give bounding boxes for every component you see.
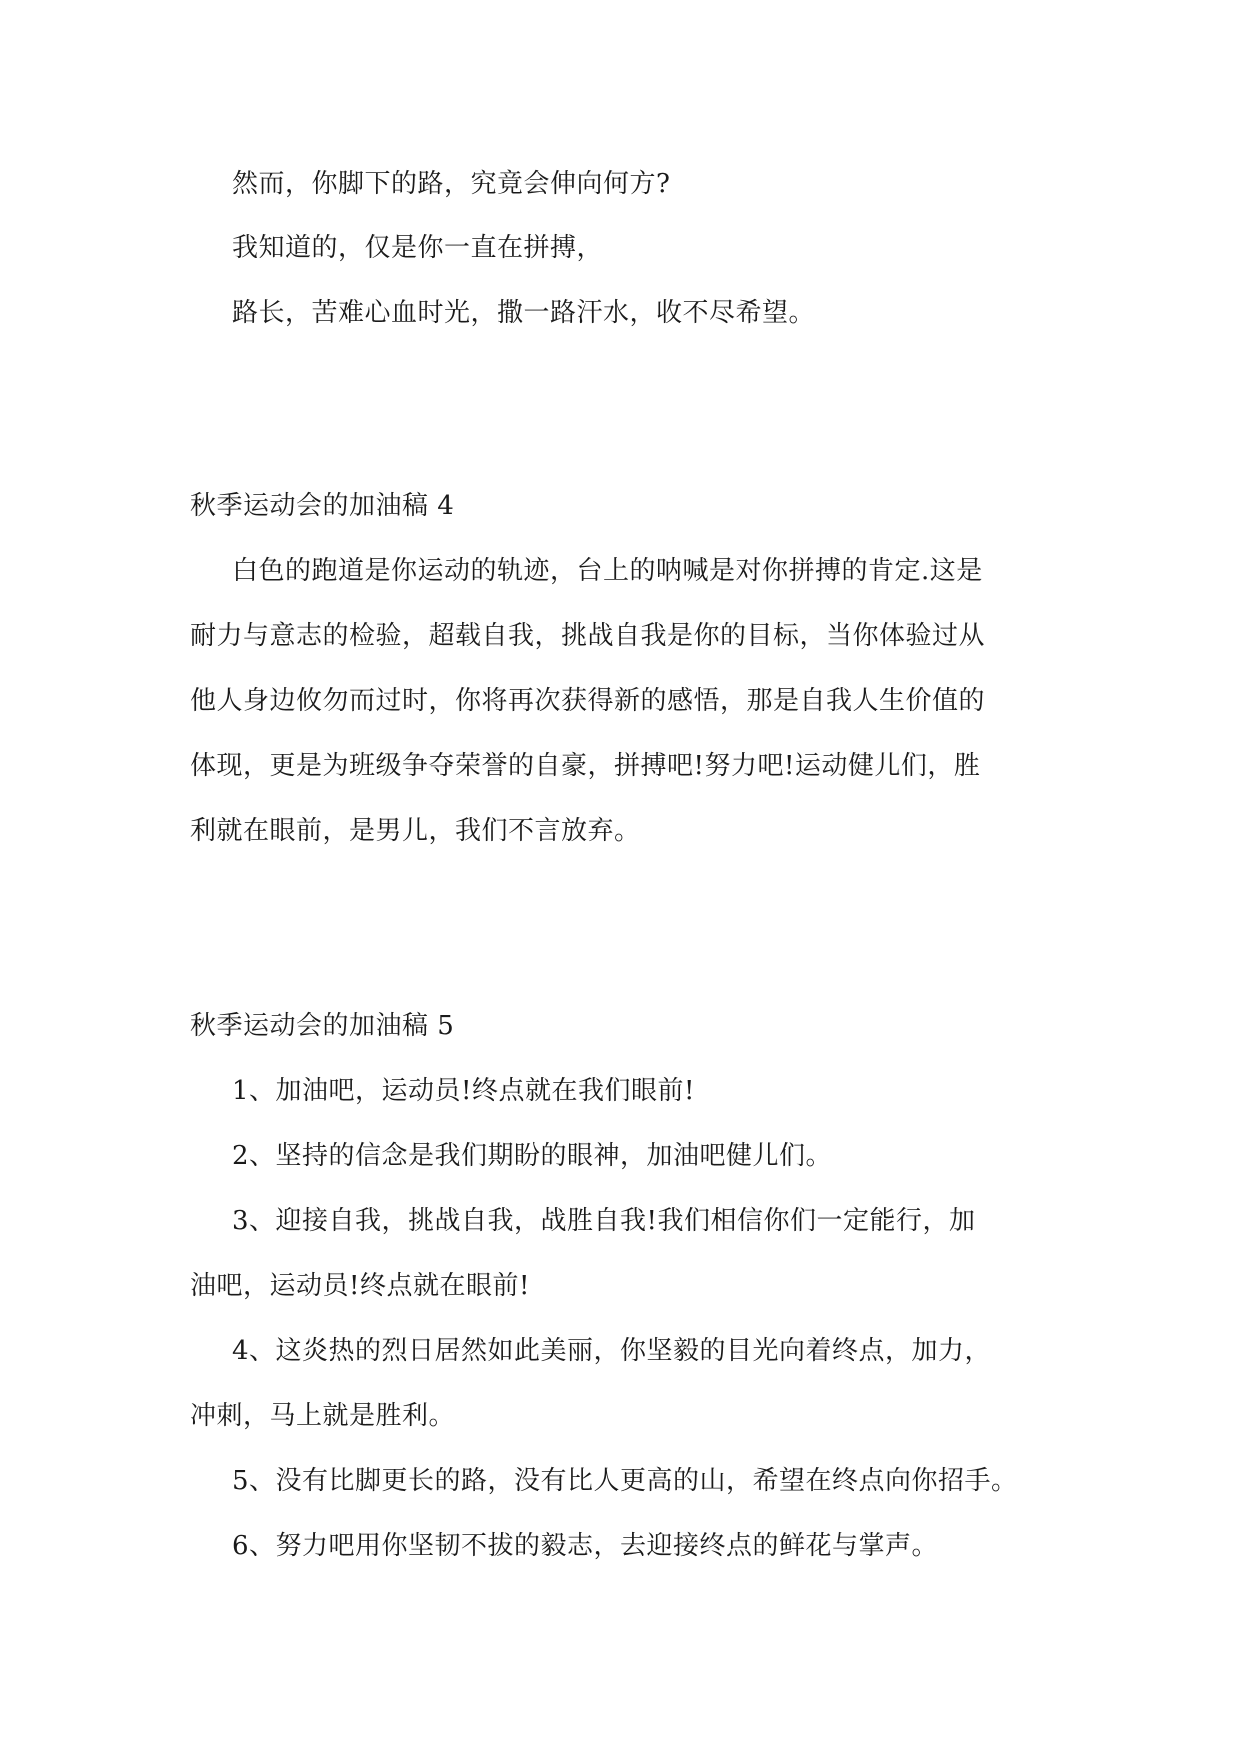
poem-line: 路长，苦难心血时光，撒一路汗水，收不尽希望。: [232, 298, 816, 328]
list-item: 6、努力吧用你坚韧不拔的毅志，去迎接终点的鲜花与掌声。: [232, 1531, 939, 1561]
list-item: 5、没有比脚更长的路，没有比人更高的山，希望在终点向你招手。: [232, 1466, 1018, 1496]
list-item-continuation: 冲刺，马上就是胜利。: [190, 1401, 456, 1431]
poem-line: 我知道的，仅是你一直在拼搏，: [232, 233, 604, 263]
section-4-heading: 秋季运动会的加油稿 4: [190, 491, 455, 521]
paragraph-line: 耐力与意志的检验，超载自我，挑战自我是你的目标，当你体验过从: [190, 621, 986, 651]
poem-line: 然而，你脚下的路，究竟会伸向何方?: [232, 169, 671, 199]
list-item-continuation: 油吧，运动员!终点就在眼前!: [190, 1271, 530, 1301]
list-item: 4、这炎热的烈日居然如此美丽，你坚毅的目光向着终点，加力，: [232, 1336, 992, 1366]
paragraph-line: 体现，更是为班级争夺荣誉的自豪，拼搏吧!努力吧!运动健儿们，胜: [190, 751, 981, 781]
paragraph-line: 他人身边攸勿而过时，你将再次获得新的感悟，那是自我人生价值的: [190, 686, 986, 716]
list-item: 1、加油吧，运动员!终点就在我们眼前!: [232, 1076, 695, 1106]
list-item: 3、迎接自我，挑战自我，战胜自我!我们相信你们一定能行，加: [232, 1206, 976, 1236]
list-item: 2、坚持的信念是我们期盼的眼神，加油吧健儿们。: [232, 1141, 833, 1171]
paragraph-line: 利就在眼前，是男儿，我们不言放弃。: [190, 816, 641, 846]
paragraph-line: 白色的跑道是你运动的轨迹，台上的呐喊是对你拼搏的肯定.这是: [232, 556, 983, 586]
section-5-heading: 秋季运动会的加油稿 5: [190, 1011, 455, 1041]
